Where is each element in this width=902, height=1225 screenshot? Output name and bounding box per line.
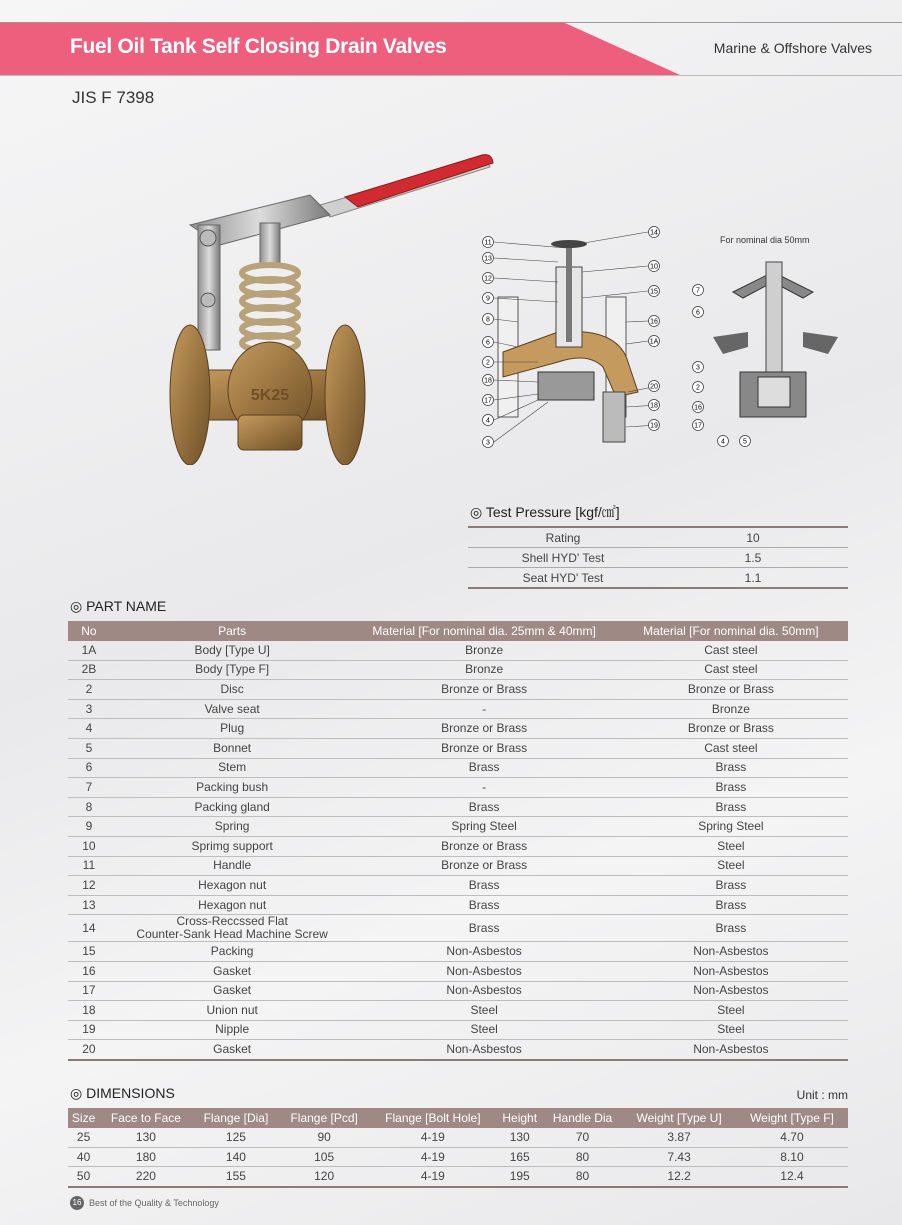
callout-label: 3: [696, 364, 700, 372]
table-cell: Bronze: [614, 699, 848, 719]
table-cell: 18: [68, 1001, 110, 1021]
table-row: [68, 699, 848, 719]
callout-label: 2: [696, 384, 700, 392]
table-cell: Cast steel: [614, 660, 848, 680]
table-cell: Non-Asbestos: [354, 961, 613, 981]
table-cell: Non-Asbestos: [614, 961, 848, 981]
table-row: [68, 961, 848, 981]
callout-label: 6: [486, 339, 490, 347]
table-cell: Bronze or Brass: [354, 836, 613, 856]
unit-label: Unit : mm: [796, 1088, 848, 1102]
table-cell: Brass: [354, 895, 613, 915]
table-cell: Non-Asbestos: [614, 981, 848, 1001]
column-header: Weight [Type U]: [622, 1108, 736, 1128]
table-cell: 2B: [68, 660, 110, 680]
table-cell: 16: [68, 961, 110, 981]
test-pressure-value: 10: [658, 527, 848, 548]
table-cell: 195: [497, 1167, 543, 1187]
part-name-table: [68, 621, 848, 1061]
table-cell: 120: [279, 1167, 369, 1187]
table-cell: Non-Asbestos: [354, 1040, 613, 1060]
table-cell: Disc: [110, 680, 355, 700]
table-cell: 1A: [68, 641, 110, 660]
callout-label: 12: [484, 275, 492, 283]
table-row: [68, 817, 848, 837]
table-cell: Non-Asbestos: [614, 1040, 848, 1060]
table-row: [68, 1040, 848, 1060]
table-row: [68, 1001, 848, 1021]
title-banner: [0, 23, 902, 75]
callout-label: 3: [486, 439, 490, 447]
table-row: [68, 836, 848, 856]
table-cell: Steel: [614, 856, 848, 876]
part-name-title: ◎ PART NAME: [70, 598, 167, 614]
table-cell: Union nut: [110, 1001, 355, 1021]
test-pressure-row: [468, 568, 848, 589]
table-cell: Steel: [614, 1020, 848, 1040]
table-row: [68, 942, 848, 962]
table-row: [68, 856, 848, 876]
category-label: Marine & Offshore Valves: [713, 40, 872, 56]
table-cell: Gasket: [110, 1040, 355, 1060]
callout-label: 18: [484, 377, 492, 385]
table-cell: Stem: [110, 758, 355, 778]
column-header: No: [68, 621, 110, 641]
table-cell: Bronze or Brass: [354, 856, 613, 876]
callout-label: 17: [484, 397, 492, 405]
callout-label: 18: [650, 402, 658, 410]
dimensions-title: ◎ DIMENSIONS: [70, 1085, 175, 1101]
table-row: [68, 876, 848, 896]
table-cell: 40: [68, 1147, 99, 1167]
callout-label: 13: [484, 255, 492, 263]
table-cell: Brass: [614, 915, 848, 942]
table-cell: Bronze: [354, 660, 613, 680]
test-pressure-label: Shell HYD' Test: [468, 548, 658, 568]
table-cell: Bronze or Brass: [614, 719, 848, 739]
table-cell: 2: [68, 680, 110, 700]
table-cell: Spring Steel: [354, 817, 613, 837]
table-cell: 19: [68, 1020, 110, 1040]
table-cell: 6: [68, 758, 110, 778]
table-cell: Steel: [354, 1020, 613, 1040]
table-cell: Bronze or Brass: [354, 680, 613, 700]
table-cell: 4-19: [369, 1167, 496, 1187]
table-cell: Hexagon nut: [110, 895, 355, 915]
table-cell: 13: [68, 895, 110, 915]
table-row: [68, 660, 848, 680]
table-cell: 25: [68, 1128, 99, 1147]
table-cell: 70: [543, 1128, 622, 1147]
callout-label: 7: [696, 287, 700, 295]
footer-text: Best of the Quality & Technology: [89, 1198, 219, 1208]
table-row: [68, 915, 848, 942]
test-pressure-row: [468, 548, 848, 568]
valve-photo: [160, 145, 500, 465]
table-cell: 80: [543, 1167, 622, 1187]
table-row: [68, 1167, 848, 1187]
test-pressure-label: Seat HYD' Test: [468, 568, 658, 589]
table-cell: Bronze: [354, 641, 613, 660]
table-row: [68, 680, 848, 700]
body-marking: 5K25: [250, 387, 290, 404]
table-cell: Brass: [614, 758, 848, 778]
table-cell: 4.70: [736, 1128, 848, 1147]
section-diagram: [478, 222, 678, 452]
table-cell: Spring Steel: [614, 817, 848, 837]
table-cell: 50: [68, 1167, 99, 1187]
column-header: Material [For nominal dia. 25mm & 40mm]: [354, 621, 613, 641]
table-cell: 220: [99, 1167, 193, 1187]
table-cell: Packing bush: [110, 778, 355, 798]
table-cell: 4-19: [369, 1147, 496, 1167]
table-cell: Handle: [110, 856, 355, 876]
table-cell: 3: [68, 699, 110, 719]
table-cell: 5: [68, 738, 110, 758]
table-cell: Non-Asbestos: [354, 942, 613, 962]
column-header: Flange [Pcd]: [279, 1108, 369, 1128]
callout-label: 17: [694, 422, 702, 430]
table-row: [68, 981, 848, 1001]
table-cell: -: [354, 778, 613, 798]
table-cell: 9: [68, 817, 110, 837]
callout-label: 9: [486, 295, 490, 303]
callout-label: 6: [696, 309, 700, 317]
table-cell: 7: [68, 778, 110, 798]
page-title: Fuel Oil Tank Self Closing Drain Valves: [70, 35, 447, 58]
table-row: [68, 738, 848, 758]
column-header: Parts: [110, 621, 355, 641]
section-diagram-50mm: [688, 232, 848, 452]
callout-label: 10: [650, 263, 658, 271]
callout-label: 16: [650, 318, 658, 326]
table-cell: Body [Type U]: [110, 641, 355, 660]
column-header: Handle Dia: [543, 1108, 622, 1128]
table-cell: 7.43: [622, 1147, 736, 1167]
table-cell: Steel: [614, 836, 848, 856]
table-cell: 130: [99, 1128, 193, 1147]
test-pressure-table: [468, 526, 848, 589]
table-cell: Steel: [354, 1001, 613, 1021]
dimensions-table: [68, 1108, 848, 1188]
table-cell: Cast steel: [614, 641, 848, 660]
table-cell: Gasket: [110, 961, 355, 981]
test-pressure-value: 1.1: [658, 568, 848, 589]
table-cell: 20: [68, 1040, 110, 1060]
table-cell: 8: [68, 797, 110, 817]
table-cell: 8.10: [736, 1147, 848, 1167]
table-cell: Brass: [614, 778, 848, 798]
table-row: [68, 1020, 848, 1040]
table-cell: 12.2: [622, 1167, 736, 1187]
table-row: [68, 778, 848, 798]
table-cell: Brass: [354, 915, 613, 942]
table-cell: Brass: [614, 876, 848, 896]
table-cell: Packing gland: [110, 797, 355, 817]
table-cell: 155: [193, 1167, 279, 1187]
table-cell: 3.87: [622, 1128, 736, 1147]
table-cell: 14: [68, 915, 110, 942]
table-cell: Spring: [110, 817, 355, 837]
table-cell: -: [354, 699, 613, 719]
table-cell: 165: [497, 1147, 543, 1167]
column-header: Flange [Bolt Hole]: [369, 1108, 496, 1128]
table-cell: Steel: [614, 1001, 848, 1021]
table-cell: Bronze or Brass: [354, 719, 613, 739]
table-cell: Brass: [354, 876, 613, 896]
column-header: Size: [68, 1108, 99, 1128]
table-cell: 125: [193, 1128, 279, 1147]
table-cell: Brass: [614, 895, 848, 915]
table-cell: 4-19: [369, 1128, 496, 1147]
table-cell: 12: [68, 876, 110, 896]
test-pressure-label: Rating: [468, 527, 658, 548]
standard-label: JIS F 7398: [72, 88, 155, 107]
diagram-note: For nominal dia 50mm: [720, 235, 810, 245]
table-cell: Plug: [110, 719, 355, 739]
table-cell: 11: [68, 856, 110, 876]
table-cell: 10: [68, 836, 110, 856]
table-cell: 17: [68, 981, 110, 1001]
column-header: Weight [Type F]: [736, 1108, 848, 1128]
table-cell: Non-Asbestos: [354, 981, 613, 1001]
table-row: [68, 797, 848, 817]
table-cell: Brass: [614, 797, 848, 817]
column-header: Face to Face: [99, 1108, 193, 1128]
callout-label: 20: [650, 383, 658, 391]
table-cell: Hexagon nut: [110, 876, 355, 896]
table-cell: 12.4: [736, 1167, 848, 1187]
table-row: [68, 719, 848, 739]
table-cell: Nipple: [110, 1020, 355, 1040]
callout-label: 14: [650, 229, 658, 237]
table-cell: Bronze or Brass: [614, 680, 848, 700]
callout-label: 8: [486, 316, 490, 324]
callout-label: 1A: [649, 338, 659, 346]
table-cell: Bronze or Brass: [354, 738, 613, 758]
table-cell: 180: [99, 1147, 193, 1167]
page-number: 16: [70, 1196, 84, 1210]
callout-label: 11: [484, 239, 492, 247]
table-cell: Non-Asbestos: [614, 942, 848, 962]
table-cell: 90: [279, 1128, 369, 1147]
table-cell: Packing: [110, 942, 355, 962]
table-cell: Cross-Reccssed Flat Counter-Sank Head Machine Screw: [110, 915, 355, 942]
table-cell: Sprimg support: [110, 836, 355, 856]
footer: [70, 1196, 219, 1210]
test-pressure-value: 1.5: [658, 548, 848, 568]
table-cell: Cast steel: [614, 738, 848, 758]
table-cell: 130: [497, 1128, 543, 1147]
callout-label: 4: [721, 438, 725, 446]
callout-label: 2: [486, 359, 490, 367]
table-cell: 140: [193, 1147, 279, 1167]
callout-label: 19: [650, 422, 658, 430]
column-header: Material [For nominal dia. 50mm]: [614, 621, 848, 641]
table-row: [68, 641, 848, 660]
table-cell: Bonnet: [110, 738, 355, 758]
table-row: [68, 758, 848, 778]
table-cell: 4: [68, 719, 110, 739]
table-cell: 15: [68, 942, 110, 962]
table-cell: Brass: [354, 797, 613, 817]
table-row: [68, 1128, 848, 1147]
column-header: Height: [497, 1108, 543, 1128]
table-row: [68, 1147, 848, 1167]
test-pressure-row: [468, 527, 848, 548]
table-cell: Body [Type F]: [110, 660, 355, 680]
callout-label: 15: [650, 288, 658, 296]
callout-label: 5: [743, 438, 747, 446]
column-header: Flange [Dia]: [193, 1108, 279, 1128]
table-cell: Valve seat: [110, 699, 355, 719]
banner-rule: [0, 75, 902, 76]
table-cell: Brass: [354, 758, 613, 778]
table-cell: Gasket: [110, 981, 355, 1001]
test-pressure-title: ◎ Test Pressure [kgf/㎠]: [470, 504, 620, 520]
table-cell: 105: [279, 1147, 369, 1167]
table-row: [68, 895, 848, 915]
table-cell: 80: [543, 1147, 622, 1167]
callout-label: 16: [694, 404, 702, 412]
callout-label: 4: [486, 417, 490, 425]
